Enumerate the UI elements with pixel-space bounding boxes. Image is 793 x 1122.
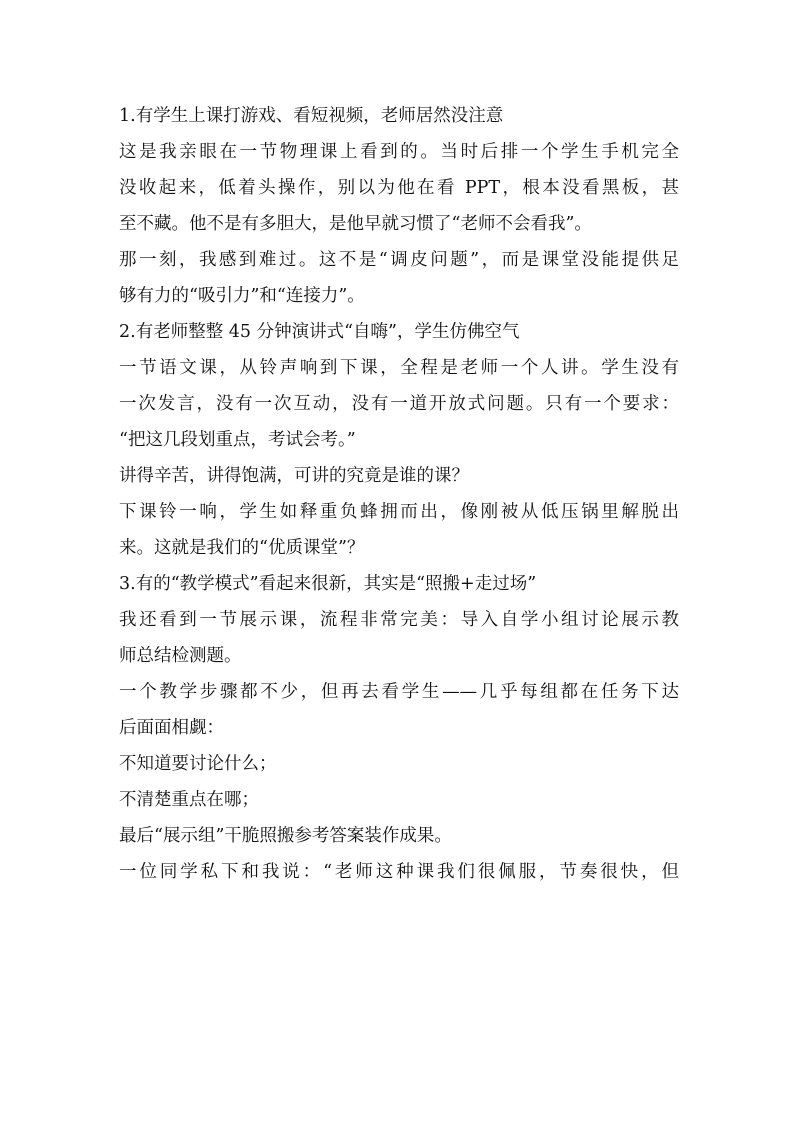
paragraph-line: 后面面相觑： <box>119 718 224 738</box>
paragraph-line: 一节语文课，从铃声响到下课，全程是老师一个人讲。学生没有 <box>119 358 679 378</box>
paragraph-line: 没收起来，低着头操作，别以为他在看 PPT，根本没看黑板，甚 <box>119 178 679 198</box>
document-body <box>119 98 679 890</box>
section-heading-2: 2.有老师整整 45 分钟演讲式“自嗨”，学生仿佛空气 <box>119 322 520 342</box>
paragraph-line: 这是我亲眼在一节物理课上看到的。当时后排一个学生手机完全 <box>119 142 679 162</box>
paragraph-line: 师总结检测题。 <box>119 646 242 666</box>
section-heading-3: 3.有的“教学模式”看起来很新，其实是“照搬+走过场” <box>119 574 537 594</box>
paragraph-line: 来。这就是我们的“优质课堂”？ <box>119 538 365 558</box>
paragraph-line: 一个教学步骤都不少，但再去看学生——几乎每组都在任务下达 <box>119 682 679 702</box>
paragraph-line: 一次发言，没有一次互动，没有一道开放式问题。只有一个要求： <box>119 394 679 414</box>
paragraph-line: 最后“展示组”干脆照搬参考答案装作成果。 <box>119 826 452 846</box>
paragraph-line: 一位同学私下和我说：“老师这种课我们很佩服，节奏很快，但 <box>119 862 679 882</box>
paragraph-line: 那一刻，我感到难过。这不是“调皮问题”，而是课堂没能提供足 <box>119 250 679 270</box>
paragraph-line: 够有力的“吸引力”和“连接力”。 <box>119 286 365 306</box>
paragraph-line: 我还看到一节展示课，流程非常完美：导入自学小组讨论展示教 <box>119 610 679 630</box>
paragraph-line: “把这几段划重点，考试会考。” <box>119 430 356 450</box>
section-heading-1: 1.有学生上课打游戏、看短视频，老师居然没注意 <box>119 106 504 126</box>
paragraph-line: 讲得辛苦，讲得饱满，可讲的究竟是谁的课？ <box>119 466 469 486</box>
paragraph-line: 至不藏。他不是有多胆大，是他早就习惯了“老师不会看我”。 <box>119 214 592 234</box>
paragraph-line: 不清楚重点在哪； <box>119 790 259 810</box>
paragraph-line: 下课铃一响，学生如释重负蜂拥而出，像刚被从低压锅里解脱出 <box>119 502 679 522</box>
paragraph-line: 不知道要讨论什么； <box>119 754 277 774</box>
